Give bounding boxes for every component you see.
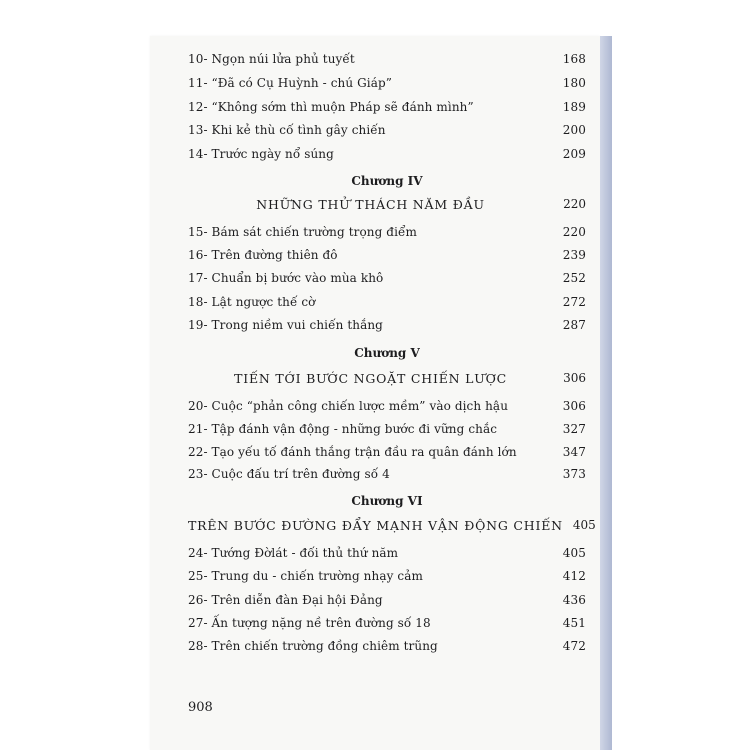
section-page: 306 xyxy=(563,371,586,385)
toc-entry-page: 272 xyxy=(562,295,586,309)
section-heading xyxy=(188,367,586,389)
toc-entry-title: 10- Ngọn núi lửa phủ tuyết xyxy=(188,52,355,66)
toc-entry-page: 306 xyxy=(562,399,586,413)
toc-entry-title: 27- Ấn tượng nặng nề trên đường số 18 xyxy=(188,616,431,630)
toc-entry-title: 15- Bám sát chiến trường trọng điểm xyxy=(188,225,417,239)
toc-entry-title: 24- Tướng Đờlát - đối thủ thứ năm xyxy=(188,546,399,560)
toc-entry xyxy=(188,143,586,165)
toc-entry-title: 22- Tạo yếu tố đánh thắng trận đầu ra quân đánh lớn xyxy=(188,445,517,459)
toc-entry xyxy=(188,463,586,485)
toc-entry-page: 200 xyxy=(562,123,586,137)
section-title: NHỮNG THỬ THÁCH NĂM ĐẦU xyxy=(256,196,485,212)
toc-entry xyxy=(188,96,586,118)
section-heading xyxy=(188,193,586,215)
toc-entry xyxy=(188,267,586,289)
toc-entry xyxy=(188,48,586,70)
section-title: TIẾN TỚI BƯỚC NGOẶT CHIẾN LƯỢC xyxy=(234,370,507,386)
chapter-heading: Chương V xyxy=(354,346,420,360)
section-title: TRÊN BƯỚC ĐƯỜNG ĐẨY MẠNH VẬN ĐỘNG CHIẾN xyxy=(188,517,563,533)
toc-entry xyxy=(188,441,586,463)
toc-entry-title: 13- Khi kẻ thù cố tình gây chiến xyxy=(188,123,386,137)
toc-entry-page: 189 xyxy=(562,100,586,114)
toc-entry xyxy=(188,418,586,440)
toc-entry-title: 25- Trung du - chiến trường nhạy cảm xyxy=(188,569,423,583)
toc-entry-title: 19- Trong niềm vui chiến thắng xyxy=(188,318,383,332)
toc-entry-title: 23- Cuộc đấu trí trên đường số 4 xyxy=(188,467,390,481)
toc-entry-page: 347 xyxy=(562,445,586,459)
toc-entry-title: 17- Chuẩn bị bước vào mùa khô xyxy=(188,271,384,285)
page-number: 908 xyxy=(188,700,213,715)
toc-entry xyxy=(188,635,586,657)
toc-entry-page: 239 xyxy=(562,248,586,262)
toc-entry xyxy=(188,119,586,141)
toc-entry-title: 12- “Không sớm thì muộn Pháp sẽ đánh mình” xyxy=(188,100,474,114)
toc-entry xyxy=(188,291,586,313)
toc-entry xyxy=(188,565,586,587)
toc-entry-page: 373 xyxy=(562,467,586,481)
toc-entry-title: 28- Trên chiến trường đồng chiêm trũng xyxy=(188,639,438,653)
toc-entry xyxy=(188,221,586,243)
toc-entry-page: 287 xyxy=(562,318,586,332)
toc-entry-title: 16- Trên đường thiên đô xyxy=(188,248,338,262)
toc-entry xyxy=(188,395,586,417)
book-spine-edge xyxy=(600,36,612,750)
toc-entry-page: 168 xyxy=(562,52,586,66)
toc-entry-title: 11- “Đã có Cụ Huỳnh - chú Giáp” xyxy=(188,76,393,90)
toc-entry-page: 209 xyxy=(562,147,586,161)
toc-entry xyxy=(188,244,586,266)
toc-entry-page: 412 xyxy=(562,569,586,583)
toc-entry-page: 327 xyxy=(562,422,586,436)
toc-entry-page: 220 xyxy=(562,225,586,239)
toc-entry-page: 405 xyxy=(562,546,586,560)
toc-entry-title: 20- Cuộc “phản công chiến lược mềm” vào dịch hậu xyxy=(188,399,509,413)
toc-entry-title: 14- Trước ngày nổ súng xyxy=(188,147,334,161)
toc-entry xyxy=(188,612,586,634)
toc-entry-page: 252 xyxy=(562,271,586,285)
toc-entry-title: 26- Trên diễn đàn Đại hội Đảng xyxy=(188,593,383,607)
section-heading xyxy=(188,514,596,536)
toc-entry-page: 180 xyxy=(562,76,586,90)
toc-entry-page: 451 xyxy=(562,616,586,630)
toc-entry xyxy=(188,72,586,94)
toc-entry-page: 472 xyxy=(562,639,586,653)
section-page: 405 xyxy=(572,518,596,532)
toc-entry-page: 436 xyxy=(562,593,586,607)
toc-entry xyxy=(188,542,586,564)
section-page: 220 xyxy=(563,197,586,211)
toc-entry-title: 18- Lật ngược thế cờ xyxy=(188,295,316,309)
toc-entry xyxy=(188,314,586,336)
toc-entry-title: 21- Tập đánh vận động - những bước đi vững chắc xyxy=(188,422,498,436)
toc-entry xyxy=(188,589,586,611)
chapter-heading: Chương IV xyxy=(351,174,423,188)
chapter-heading: Chương VI xyxy=(351,494,423,508)
